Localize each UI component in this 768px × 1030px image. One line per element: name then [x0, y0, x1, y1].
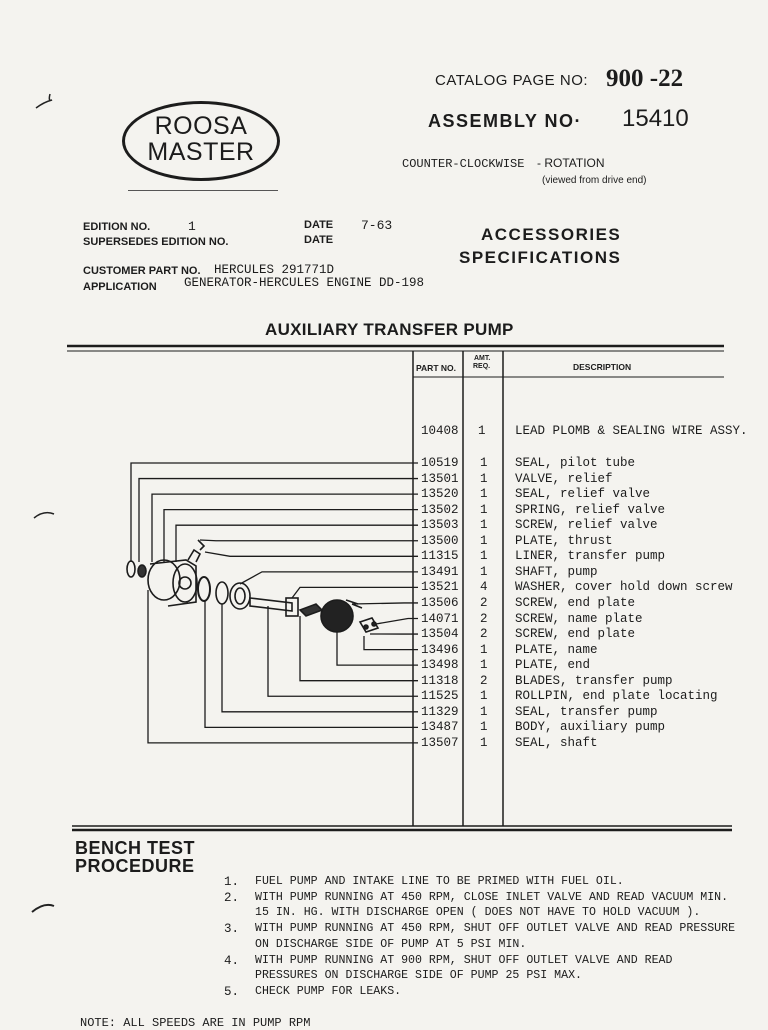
supersedes-label: SUPERSEDES EDITION NO.: [83, 236, 228, 248]
specifications-heading: SPECIFICATIONS: [459, 248, 621, 268]
step-text: CHECK PUMP FOR LEAKS.: [255, 985, 401, 998]
o-ring: [198, 577, 210, 601]
edition-value: 1: [188, 219, 196, 234]
leader-line: [148, 590, 418, 743]
part-row-qty: 1: [480, 472, 488, 486]
col-part-no-header: PART NO.: [416, 363, 456, 373]
part-row-qty: 1: [480, 503, 488, 517]
step-number: 4.: [224, 954, 239, 968]
leader-line: [205, 552, 418, 556]
part-row-part: 13500: [421, 534, 459, 548]
part-row-qty: 1: [480, 658, 488, 672]
date-label-2: DATE: [304, 234, 333, 246]
part-row-qty: 1: [480, 534, 488, 548]
part-row-qty: 2: [480, 612, 488, 626]
step-text: WITH PUMP RUNNING AT 450 RPM, CLOSE INLET VALVE AND READ VACUUM MIN.: [255, 891, 728, 904]
part-row-desc: PLATE, end: [515, 658, 590, 672]
part-row-desc: BODY, auxiliary pump: [515, 720, 665, 734]
logo-line-1: ROOSA: [125, 112, 277, 141]
part-row-part: 11318: [421, 674, 459, 688]
part-row-desc: SPRING, relief valve: [515, 503, 665, 517]
part-row-desc: SCREW, end plate: [515, 627, 635, 641]
part-row-part: 14071: [421, 612, 459, 626]
part-row-part: 13498: [421, 658, 459, 672]
leader-line: [292, 587, 418, 598]
part-row-desc: SEAL, relief valve: [515, 487, 650, 501]
part-row-desc: SCREW, name plate: [515, 612, 643, 626]
rotation-note: (viewed from drive end): [542, 175, 646, 186]
liner: [216, 582, 228, 604]
end-plate: [321, 600, 353, 632]
assembly-number: 15410: [622, 105, 689, 133]
step-text: WITH PUMP RUNNING AT 450 RPM, SHUT OFF OUTLET VALVE AND READ PRESSURE: [255, 922, 735, 935]
part-row-desc: PLATE, name: [515, 643, 598, 657]
bench-test-heading: BENCH TEST: [75, 838, 195, 859]
catalog-page-number: 900 -22: [606, 65, 683, 93]
col-req-header: REQ.: [473, 363, 490, 370]
step-number: 5.: [224, 985, 239, 999]
first-row-part: 10408: [421, 424, 459, 438]
part-row-part: 13487: [421, 720, 459, 734]
part-row-desc: SCREW, end plate: [515, 596, 635, 610]
procedure-heading: PROCEDURE: [75, 856, 195, 877]
part-row-qty: 1: [480, 549, 488, 563]
leader-line: [240, 572, 418, 584]
step-text: WITH PUMP RUNNING AT 900 RPM, SHUT OFF OUTLET VALVE AND READ: [255, 954, 672, 967]
leader-line: [152, 494, 418, 562]
col-amt-header: AMT.: [474, 355, 490, 362]
leader-line: [364, 636, 418, 650]
part-row-part: 13506: [421, 596, 459, 610]
first-row-desc: LEAD PLOMB & SEALING WIRE ASSY.: [515, 424, 748, 438]
page-title: AUXILIARY TRANSFER PUMP: [265, 320, 514, 340]
part-row-desc: VALVE, relief: [515, 472, 613, 486]
part-row-qty: 1: [480, 518, 488, 532]
step-number: 2.: [224, 891, 239, 905]
part-row-qty: 2: [480, 674, 488, 688]
rotation-label: - ROTATION: [537, 156, 605, 170]
step-text: FUEL PUMP AND INTAKE LINE TO BE PRIMED WITH FUEL OIL.: [255, 875, 624, 888]
part-row-desc: SHAFT, pump: [515, 565, 598, 579]
part-row-desc: ROLLPIN, end plate locating: [515, 689, 718, 703]
bench-note: NOTE: ALL SPEEDS ARE IN PUMP RPM: [80, 1016, 310, 1030]
part-row-desc: PLATE, thrust: [515, 534, 613, 548]
part-row-desc: SEAL, shaft: [515, 736, 598, 750]
part-row-part: 13491: [421, 565, 459, 579]
part-row-qty: 1: [480, 689, 488, 703]
leader-line: [376, 619, 418, 625]
leader-line: [337, 632, 418, 665]
catalog-label: CATALOG PAGE NO:: [435, 72, 588, 89]
leader-line: [139, 479, 418, 562]
part-row-qty: 1: [480, 736, 488, 750]
date-value: 7-63: [361, 218, 392, 233]
leader-line: [131, 463, 418, 562]
part-row-part: 13496: [421, 643, 459, 657]
part-row-qty: 1: [480, 456, 488, 470]
part-row-desc: SEAL, pilot tube: [515, 456, 635, 470]
accessories-heading: ACCESSORIES: [481, 225, 621, 245]
step-number: 3.: [224, 922, 239, 936]
part-row-desc: BLADES, transfer pump: [515, 674, 673, 688]
part-row-qty: 2: [480, 627, 488, 641]
edition-label: EDITION NO.: [83, 221, 150, 233]
part-row-part: 11525: [421, 689, 459, 703]
step-number: 1.: [224, 875, 239, 889]
part-row-part: 13520: [421, 487, 459, 501]
date-label: DATE: [304, 219, 333, 231]
part-row-part: 13502: [421, 503, 459, 517]
part-row-qty: 2: [480, 596, 488, 610]
part-row-qty: 1: [480, 705, 488, 719]
step-text: ON DISCHARGE SIDE OF PUMP AT 5 PSI MIN.: [255, 938, 526, 951]
part-row-part: 11315: [421, 549, 459, 563]
part-row-qty: 1: [480, 720, 488, 734]
leader-line: [352, 603, 418, 604]
part-row-desc: SEAL, transfer pump: [515, 705, 658, 719]
customer-part-value: HERCULES 291771D: [214, 263, 334, 277]
leader-line: [300, 616, 418, 681]
customer-part-label: CUSTOMER PART NO.: [83, 265, 201, 277]
part-row-qty: 1: [480, 643, 488, 657]
part-row-part: 13504: [421, 627, 459, 641]
part-row-desc: LINER, transfer pump: [515, 549, 665, 563]
step-text: 15 IN. HG. WITH DISCHARGE OPEN ( DOES NOT HAVE TO HOLD VACUUM ).: [255, 906, 700, 919]
part-row-part: 13507: [421, 736, 459, 750]
part-row-part: 13501: [421, 472, 459, 486]
part-row-qty: 1: [480, 487, 488, 501]
part-row-qty: 4: [480, 580, 488, 594]
step-text: PRESSURES ON DISCHARGE SIDE OF PUMP 25 PSI MAX.: [255, 969, 582, 982]
part-row-part: 10519: [421, 456, 459, 470]
leader-line: [164, 510, 418, 562]
logo-line-2: MASTER: [125, 138, 277, 167]
rotation-direction: COUNTER-CLOCKWISE: [402, 157, 524, 171]
col-description-header: DESCRIPTION: [573, 362, 631, 372]
part-row-part: 13521: [421, 580, 459, 594]
leader-line: [200, 540, 418, 541]
assembly-label: ASSEMBLY NO·: [428, 111, 582, 132]
leader-line: [205, 601, 418, 727]
part-row-desc: SCREW, relief valve: [515, 518, 658, 532]
first-row-qty: 1: [478, 424, 486, 438]
seal-ring: [127, 561, 135, 577]
part-row-desc: WASHER, cover hold down screw: [515, 580, 733, 594]
application-value: GENERATOR-HERCULES ENGINE DD-198: [184, 276, 424, 290]
part-row-qty: 1: [480, 565, 488, 579]
part-row-part: 13503: [421, 518, 459, 532]
part-row-part: 11329: [421, 705, 459, 719]
application-label: APPLICATION: [83, 281, 157, 293]
